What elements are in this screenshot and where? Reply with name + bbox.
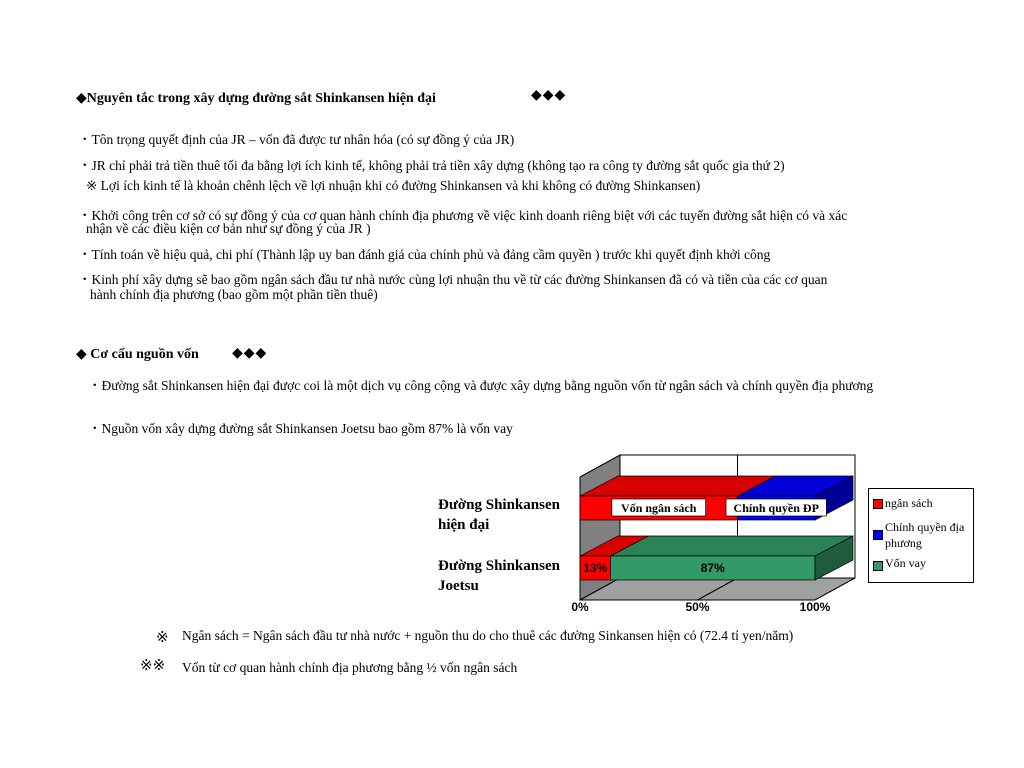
funding-line-2: ・Nguồn vốn xây dựng đường sắt Shinkansen Joetsu bao gồm 87% là vốn vay [88, 421, 513, 436]
x-tick-label: 0% [571, 600, 589, 614]
principle-line-1: ・Tôn trọng quyết định của JR – vốn đã được tư nhân hóa (có sự đồng ý của JR) [78, 132, 515, 147]
section1-heading: ◆Nguyên tắc trong xây dựng đường sắt Shinkansen hiện đại [76, 91, 436, 106]
principle-line-5-cont: hành chính địa phương (bao gồm một phần tiền thuê) [90, 287, 378, 302]
chart-legend [868, 488, 974, 583]
data-label-1-0: 13% [583, 561, 608, 575]
principle-note-line: ※ Lợi ích kinh tế là khoản chênh lệch về lợi nhuận khi có đường Shinkansen và khi không có đường Shinkansen) [86, 178, 701, 193]
principle-line-2: ・JR chỉ phải trả tiền thuê tối đa bằng lợi ích kinh tế, không phải trả tiền xây dựng (không tạo ra công ty đường sắt quốc gia thứ 2) [78, 158, 785, 173]
data-label-1-2: 87% [700, 561, 725, 575]
note-mark-2: ※※ [140, 658, 166, 674]
principle-line-5: ・Kinh phí xây dựng sẽ bao gồm ngân sách đầu tư nhà nước cùng lợi nhuận thu về từ các đường Shinkansen đã có và tiền của các cơ quan [78, 272, 828, 287]
principle-line-3: ・Khởi công trên cơ sở có sự đồng ý của cơ quan hành chính địa phương về việc kinh doanh riêng biệt với các tuyến đường sắt hiện có và xác [78, 208, 848, 223]
bar-top-1-2 [611, 536, 853, 556]
funding-line-1: ・Đường sắt Shinkansen hiện đại được coi là một dịch vụ công cộng và được xây dựng bằng nguồn vốn từ ngân sách và chính quyền địa phương [88, 378, 874, 393]
section2-heading: ◆ Cơ cấu nguồn vốn [76, 347, 199, 362]
note-text-1: Ngân sách = Ngân sách đầu tư nhà nước + nguồn thu do cho thuê các đường Sinkansen hiện có (72.4 tỉ yen/năm) [182, 628, 794, 643]
data-label-0-0: Vốn ngân sách [621, 501, 697, 515]
note-mark-1: ※ [156, 630, 169, 646]
principle-line-3-cont: nhận về các điều kiện cơ bản như sự đồng ý của JR ) [86, 221, 371, 236]
category-label-modern: Đường Shinkansen hiện đại [438, 497, 560, 533]
principle-line-4: ・Tính toán về hiệu quả, chi phí (Thành lập uy ban đánh giá của chính phủ và đảng cầm quyền ) trước khi quyết định khởi công [78, 247, 771, 262]
legend-label-loan: Vốn vay [885, 556, 926, 570]
legend-swatch-local-gov [873, 530, 883, 540]
diamond-decor-2: ◆◆◆ [232, 346, 268, 361]
legend-swatch-budget [873, 499, 883, 509]
legend-swatch-loan [873, 561, 883, 571]
note-text-2: Vốn từ cơ quan hành chính địa phương bằng ½ vốn ngân sách [182, 660, 518, 675]
diamond-decor-1: ◆◆◆ [531, 88, 567, 103]
legend-label-budget: ngân sách [885, 496, 933, 510]
legend-label-local-gov: Chính quyền địa phương [885, 520, 965, 550]
x-tick-label: 50% [685, 600, 710, 614]
data-label-0-1: Chính quyền ĐP [733, 501, 819, 515]
x-tick-label: 100% [799, 600, 831, 614]
category-label-joetsu: Đường Shinkansen Joetsu [438, 558, 560, 594]
